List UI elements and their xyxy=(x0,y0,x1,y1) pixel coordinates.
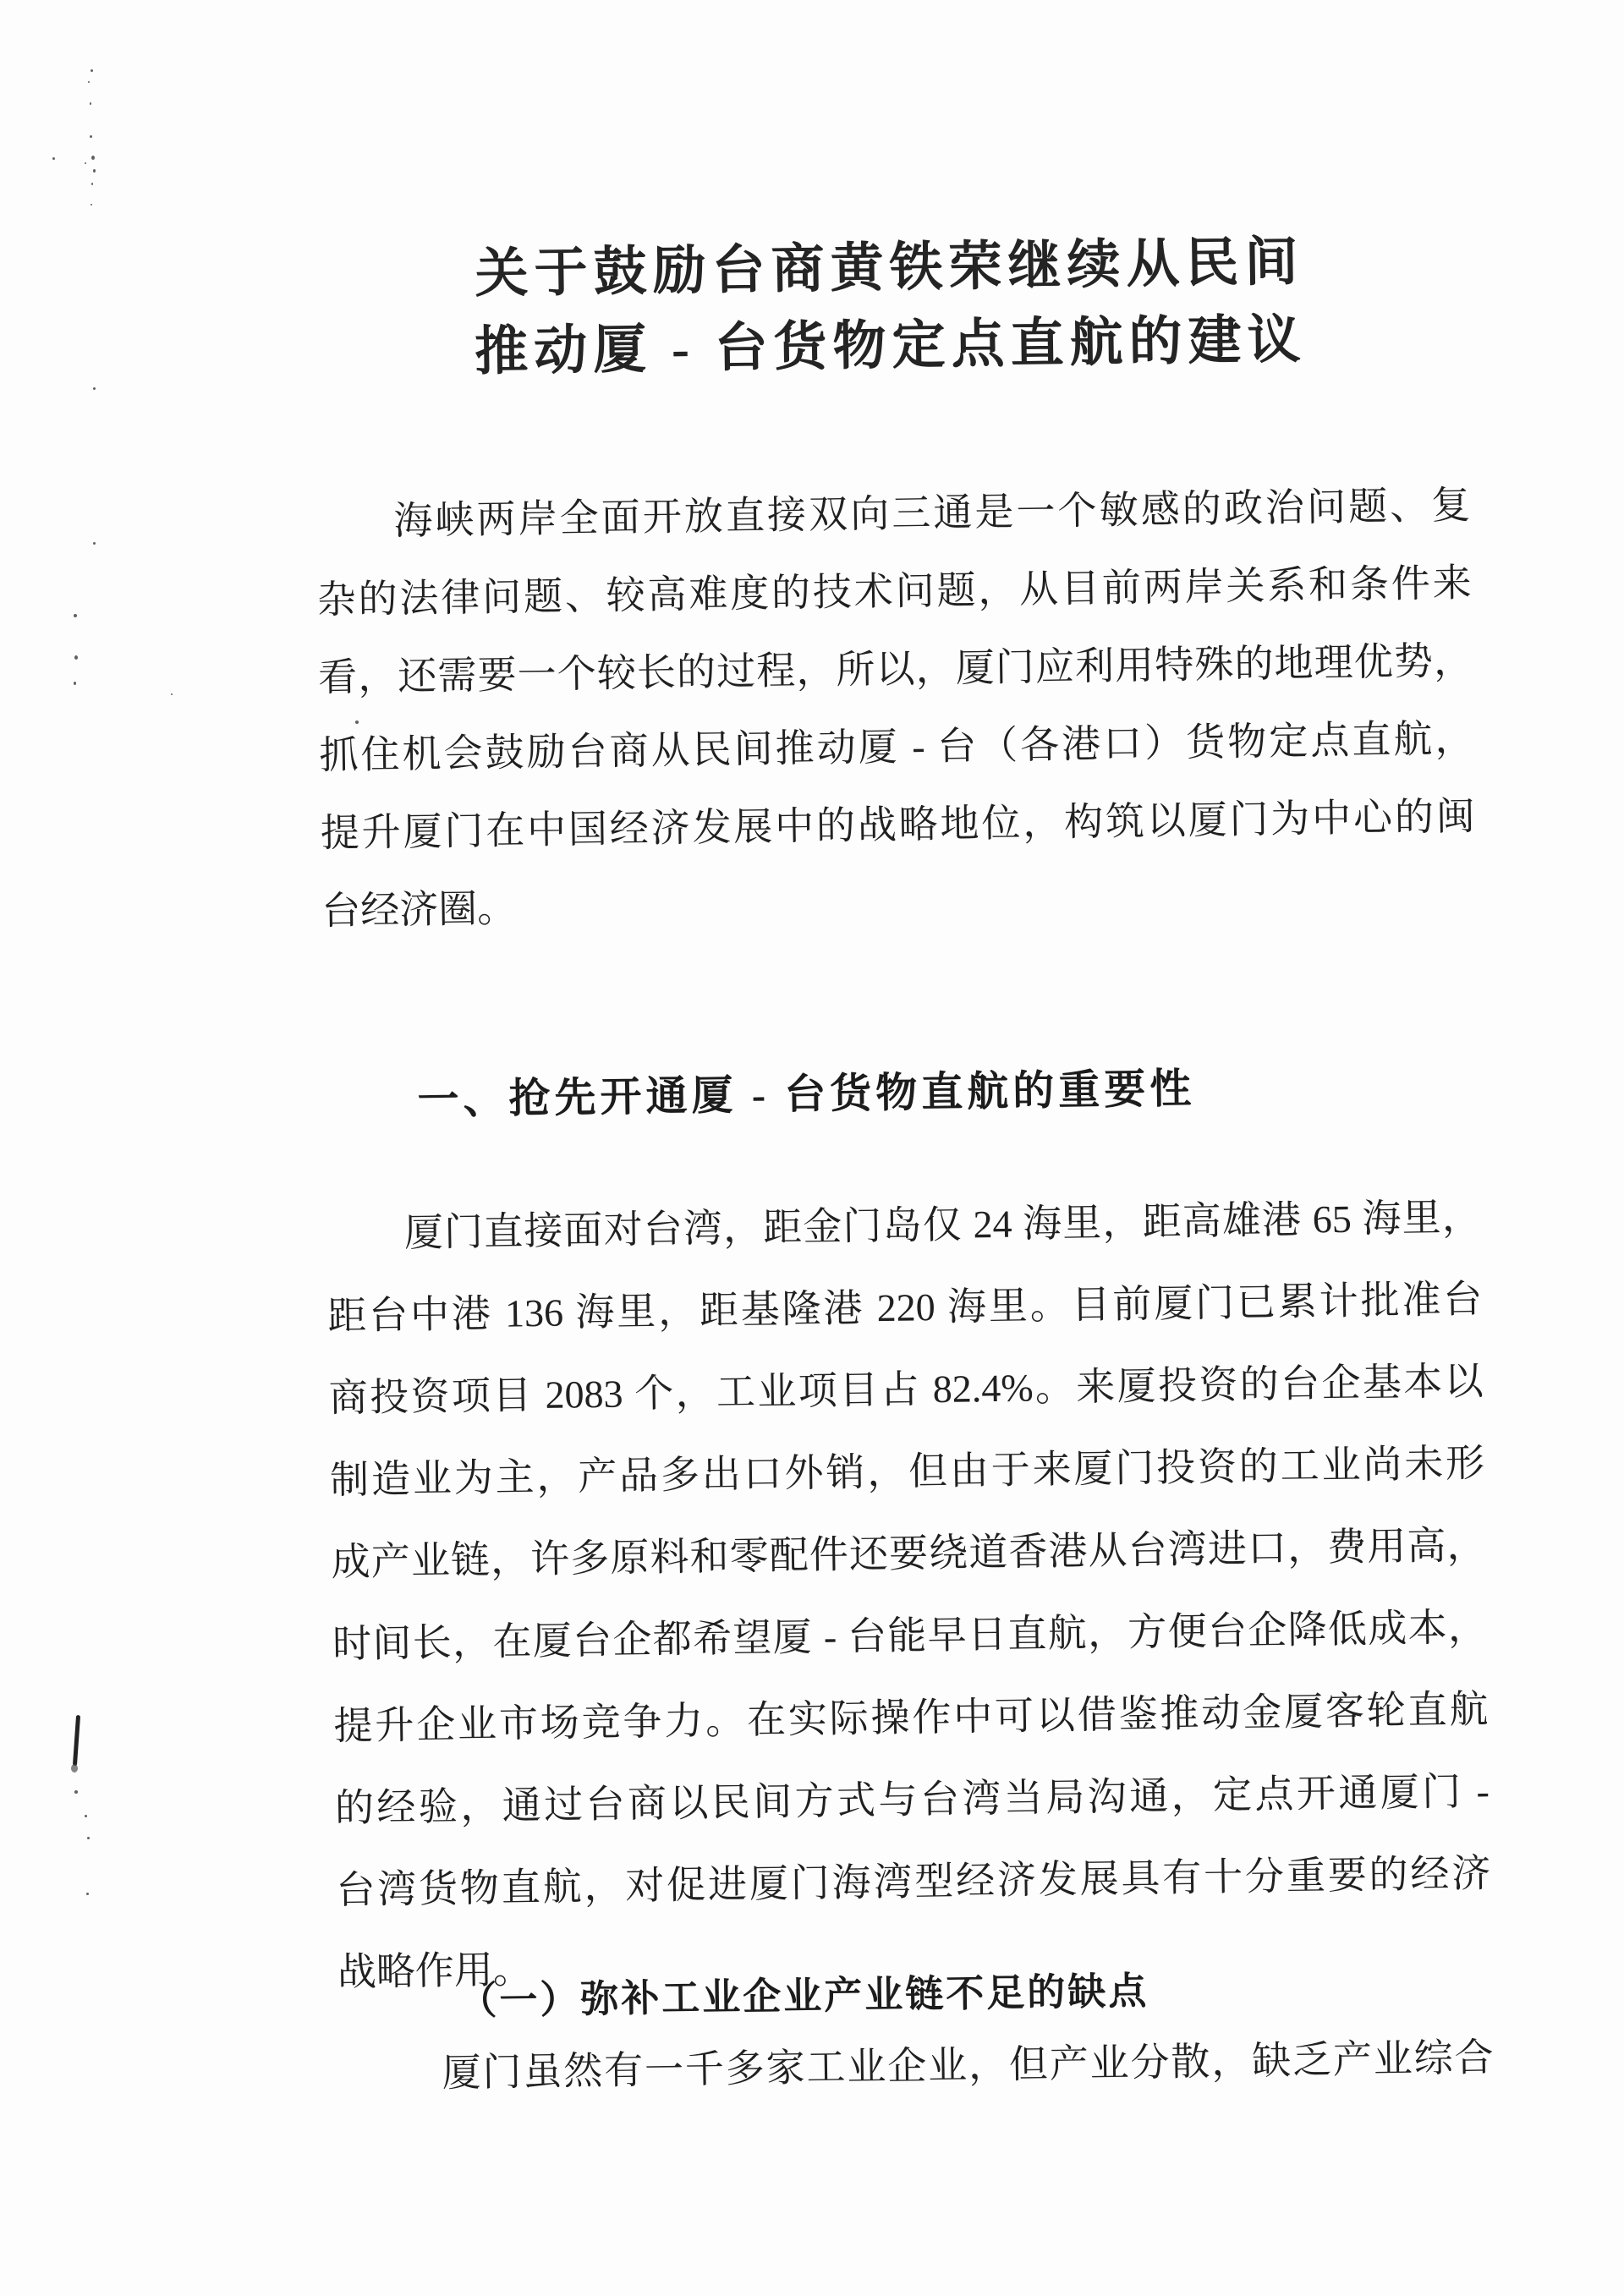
text-line: 制造业为主，产品多出口外销，但由于来厦门投资的工业尚未形 xyxy=(329,1441,1485,1502)
title-line-1: 关于鼓励台商黄铁荣继续从民间 xyxy=(475,232,1304,304)
text-line: 台经济圈。 xyxy=(321,886,517,933)
text-line: 海峡两岸全面开放直接双向三通是一个敏感的政治问题、复 xyxy=(393,483,1471,543)
text-line: 提升企业市场竞争力。在实际操作中可以借鉴推动金厦客轮直航 xyxy=(333,1687,1489,1748)
document-title xyxy=(311,221,1468,393)
subsection-1-paragraph xyxy=(338,2035,1494,2097)
text-line: 看，还需要一个较长的过程，所以，厦门应利用特殊的地理优势， xyxy=(317,638,1473,699)
title-line-2: 推动厦 - 台货物定点直航的建议 xyxy=(474,310,1308,382)
text-line: 厦门虽然有一千多家工业企业，但产业分散，缺乏产业综合 xyxy=(442,2036,1494,2095)
text-line: 距台中港 136 海里，距基隆港 220 海里。目前厦门已累计批准台 xyxy=(326,1277,1483,1338)
text-line: 的经验，通过台商以民间方式与台湾当局沟通，定点开通厦门 - xyxy=(334,1769,1490,1830)
text-line: 杂的法律问题、较高难度的技术问题，从目前两岸关系和条件来 xyxy=(316,561,1472,622)
text-line: 台湾货物直航，对促进厦门海湾型经济发展具有十分重要的经济 xyxy=(336,1851,1491,1912)
text-line: 厦门直接面对台湾，距金门岛仅 24 海里，距高雄港 65 海里， xyxy=(403,1195,1482,1255)
text-line: 成产业链，许多原料和零配件还要绕道香港从台湾进口，费用高， xyxy=(331,1523,1486,1584)
text-line: 战略作用。 xyxy=(337,1948,533,1994)
section-1-paragraph xyxy=(326,1175,1492,2013)
text-line: 抓住机会鼓励台商从民间推动厦 - 台（各港口）货物定点直航， xyxy=(319,716,1474,777)
subsection-1-heading: （一）弥补工业企业产业链不足的缺点 xyxy=(458,1970,1149,2023)
section-1-heading: 一、抢先开通厦 - 台货物直航的重要性 xyxy=(417,1065,1196,1124)
text-line: 时间长，在厦台企都希望厦 - 台能早日直航，方便台企降低成本， xyxy=(332,1605,1488,1666)
text-line: 提升厦门在中国经济发展中的战略地位，构筑以厦门为中心的闽 xyxy=(320,794,1476,855)
intro-paragraph xyxy=(315,467,1477,951)
text-line: 商投资项目 2083 个，工业项目占 82.4%。来厦投资的台企基本以 xyxy=(328,1359,1484,1420)
